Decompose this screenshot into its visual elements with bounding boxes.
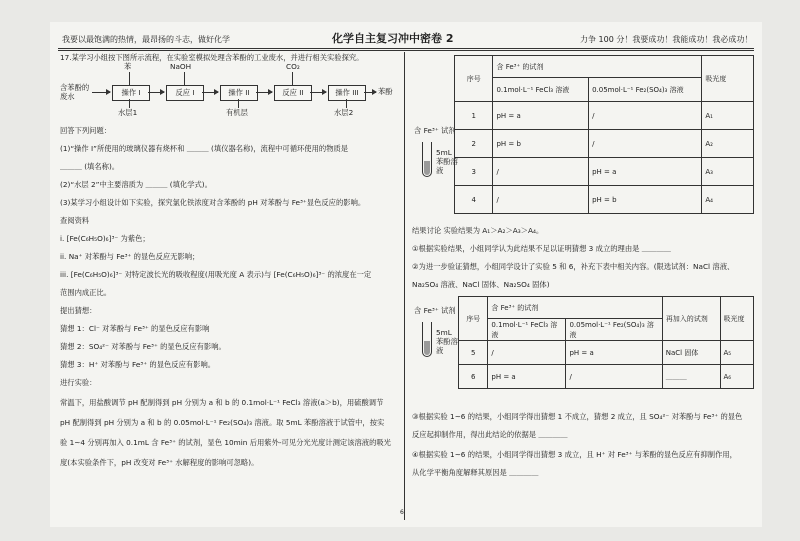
table-cell: pH = b bbox=[589, 186, 702, 214]
flow-arrow bbox=[310, 92, 326, 93]
flow-reagent-3: CO₂ bbox=[286, 62, 300, 71]
flow-waste-1: 水层1 bbox=[118, 108, 138, 117]
table2-tube-label: 5mL 苯酚溶液 bbox=[436, 328, 458, 355]
table-cell: pH = a bbox=[488, 365, 566, 389]
table-subheader: 0.1mol·L⁻¹ FeCl₃ 溶液 bbox=[488, 319, 566, 341]
table2-reagent-label: 含 Fe³⁺ 试剂 bbox=[414, 306, 456, 315]
flow-waste-line bbox=[238, 99, 239, 108]
table-cell: A₁ bbox=[702, 102, 754, 130]
table-cell: 6 bbox=[459, 365, 488, 389]
left-line: iii. [Fe(C₆H₅O)₆]³⁻ 对特定波长光的吸收程度(用吸光度 A 表示)与 [Fe(C₆H₅O)₆]³⁻ 的浓度在一定 bbox=[60, 270, 372, 279]
flow-react1: 反应 I bbox=[166, 85, 204, 101]
experiment-table-2 bbox=[458, 296, 754, 389]
table-cell: / bbox=[589, 130, 702, 158]
table-header: 序号 bbox=[459, 297, 488, 341]
table-cell: / bbox=[566, 365, 662, 389]
flow-react2: 反应 II bbox=[274, 85, 312, 101]
flow-waste-2: 有机层 bbox=[226, 108, 248, 117]
flow-op1: 操作 I bbox=[112, 85, 150, 101]
left-line: 猜想 3：H⁺ 对苯酚与 Fe³⁺ 的显色反应有影响。 bbox=[60, 360, 216, 369]
table-cell: A₅ bbox=[720, 341, 753, 365]
table-cell: 5 bbox=[459, 341, 488, 365]
flow-reagent-2: NaOH bbox=[170, 62, 192, 71]
left-line: 常温下，用盐酸调节 pH 配制得到 pH 分别为 a 和 b 的 0.1mol·L⁻¹ FeCl₃ 溶液(a＞b)，用硫酸调节 bbox=[60, 398, 384, 407]
table-cell: 3 bbox=[455, 158, 493, 186]
table-header: 吸光度 bbox=[720, 297, 753, 341]
table-header: 序号 bbox=[455, 56, 493, 102]
right-line: ②为进一步验证猜想，小组同学设计了实验 5 和 6，补充下表中相关内容。(限选试剂：NaCl 溶液、 bbox=[412, 262, 735, 271]
left-line: 回答下列问题： bbox=[60, 126, 112, 135]
left-line: i. [Fe(C₆H₅O)₆]³⁻ 为紫色； bbox=[60, 234, 150, 243]
table-cell: pH = a bbox=[589, 158, 702, 186]
table-cell: / bbox=[493, 158, 589, 186]
exam-page bbox=[50, 22, 762, 527]
left-line: 查阅资料 bbox=[60, 216, 90, 225]
left-line: 猜想 1：Cl⁻ 对苯酚与 Fe³⁺ 的显色反应有影响 bbox=[60, 324, 210, 333]
table-row bbox=[455, 186, 754, 214]
header-right-motto: 力争 100 分！我要成功！我能成功！我必成功！ bbox=[580, 35, 753, 44]
table-cell: pH = a bbox=[493, 102, 589, 130]
left-line: ＿＿＿ (填名称)。 bbox=[60, 162, 120, 171]
test-tube-icon bbox=[422, 322, 432, 357]
table-header: 再加入的试剂 bbox=[662, 297, 720, 341]
table-header: 含 Fe³⁺ 的试剂 bbox=[488, 297, 662, 319]
table-header: 含 Fe³⁺ 的试剂 bbox=[493, 56, 702, 78]
table-cell: pH = b bbox=[493, 130, 589, 158]
flow-reagent-line bbox=[129, 72, 130, 85]
flow-waste-3: 水层2 bbox=[334, 108, 354, 117]
table1-reagent-label: 含 Fe³⁺ 试剂 bbox=[414, 126, 456, 135]
table-cell: A₂ bbox=[702, 130, 754, 158]
right-line: 从化学平衡角度解释其原因是 ＿＿＿＿ bbox=[412, 468, 539, 477]
page-title: 化学自主复习冲中密卷 2 bbox=[332, 32, 454, 45]
table-cell: NaCl 固体 bbox=[662, 341, 720, 365]
right-line: Na₂SO₄ 溶液、NaCl 固体、Na₂SO₄ 固体) bbox=[412, 280, 550, 289]
right-line: ④根据实验 1~6 的结果，小组同学得出猜想 3 成立，且 H⁺ 对 Fe³⁺ 与苯酚的显色反应有抑制作用， bbox=[412, 450, 737, 459]
table-cell: / bbox=[493, 186, 589, 214]
page-number: 6 bbox=[400, 509, 404, 516]
left-line: pH 配制得到 pH 分别为 a 和 b 的 0.05mol·L⁻¹ Fe₂(SO₄)₃ 溶液。取 5mL 苯酚溶液于试管中，按实 bbox=[60, 418, 385, 427]
left-line: 猜想 2：SO₄²⁻ 对苯酚与 Fe³⁺ 的显色反应有影响。 bbox=[60, 342, 226, 351]
table-row bbox=[455, 158, 754, 186]
table-cell: / bbox=[488, 341, 566, 365]
flow-waste-line bbox=[129, 99, 130, 108]
flow-arrow bbox=[202, 92, 218, 93]
left-line: 提出猜想： bbox=[60, 306, 97, 315]
table-cell: 4 bbox=[455, 186, 493, 214]
flow-arrow bbox=[364, 92, 376, 93]
table-header: 吸光度 bbox=[702, 56, 754, 102]
table-cell: ＿＿＿ bbox=[662, 365, 720, 389]
table-cell: A₃ bbox=[702, 158, 754, 186]
flow-op3: 操作 III bbox=[328, 85, 366, 101]
header-rule-2 bbox=[58, 50, 754, 51]
flow-waste-line bbox=[346, 99, 347, 108]
test-tube-icon bbox=[422, 142, 432, 177]
table-cell: 2 bbox=[455, 130, 493, 158]
table-cell: A₄ bbox=[702, 186, 754, 214]
flow-arrow bbox=[148, 92, 164, 93]
question-17: 17.某学习小组按下图所示流程，在实验室模拟处理含苯酚的工业废水，并进行相关实验探究。 bbox=[60, 53, 364, 62]
left-line: ii. Na⁺ 对苯酚与 Fe³⁺ 的显色反应无影响； bbox=[60, 252, 200, 261]
table-subheader: 0.1mol·L⁻¹ FeCl₃ 溶液 bbox=[493, 78, 589, 102]
table-row bbox=[459, 365, 754, 389]
table-cell: / bbox=[589, 102, 702, 130]
right-line: 反应起抑制作用，得出此结论的依据是 ＿＿＿＿ bbox=[412, 430, 568, 439]
table1-tube-label: 5mL 苯酚溶液 bbox=[436, 148, 458, 175]
left-line: 验 1~4 分别再加入 0.1mL 含 Fe³⁺ 的试剂，显色 10min 后用紫外-可见分光光度计测定该溶液的吸光 bbox=[60, 438, 391, 447]
flow-reagent-line bbox=[292, 72, 293, 85]
table-row bbox=[459, 341, 754, 365]
flow-reagent-1: 苯 bbox=[124, 62, 132, 71]
left-line: 度(本实验条件下，pH 改变对 Fe³⁺ 水解程度的影响可忽略)。 bbox=[60, 458, 259, 467]
flow-product: 苯酚 bbox=[378, 87, 393, 96]
flow-arrow bbox=[92, 92, 110, 93]
table-cell: pH = a bbox=[566, 341, 662, 365]
right-line: ③根据实验 1~6 的结果，小组同学得出猜想 1 不成立，猜想 2 成立，且 SO₄²⁻ 对苯酚与 Fe³⁺ 的显色 bbox=[412, 412, 743, 421]
header-rule bbox=[58, 48, 754, 49]
column-divider bbox=[404, 52, 405, 520]
table-cell: 1 bbox=[455, 102, 493, 130]
table-subheader: 0.05mol·L⁻¹ Fe₂(SO₄)₃ 溶液 bbox=[566, 319, 662, 341]
experiment-table-1 bbox=[454, 55, 754, 214]
flow-reagent-line bbox=[184, 72, 185, 85]
table-row bbox=[455, 102, 754, 130]
left-line: 范围内成正比。 bbox=[60, 288, 112, 297]
right-line: ①根据实验结果，小组同学认为此结果不足以证明猜想 3 成立的理由是 ＿＿＿＿ bbox=[412, 244, 671, 253]
table-subheader: 0.05mol·L⁻¹ Fe₂(SO₄)₃ 溶液 bbox=[589, 78, 702, 102]
left-line: (3)某学习小组设计如下实验，探究氯化铁浓度对含苯酚的 pH 对苯酚与 Fe³⁺显色反应的影响。 bbox=[60, 198, 366, 207]
table-row bbox=[455, 130, 754, 158]
left-line: 进行实验： bbox=[60, 378, 97, 387]
left-line: (2)“水层 2”中主要溶质为 ＿＿＿ (填化学式)。 bbox=[60, 180, 212, 189]
table-cell: A₆ bbox=[720, 365, 753, 389]
flow-arrow bbox=[256, 92, 272, 93]
flow-op2: 操作 II bbox=[220, 85, 258, 101]
header-left-motto: 我要以最饱满的热情，最昂扬的斗志，做好化学 bbox=[62, 35, 230, 44]
left-line: (1)“操作 I”所使用的玻璃仪器有烧杯和 ＿＿＿ (填仪器名称)，流程中可循环使用的物质是 bbox=[60, 144, 349, 153]
flow-source: 含苯酚的废水 bbox=[60, 83, 90, 101]
right-line: 结果讨论 实验结果为 A₁＞A₂＞A₃＞A₄。 bbox=[412, 226, 544, 235]
